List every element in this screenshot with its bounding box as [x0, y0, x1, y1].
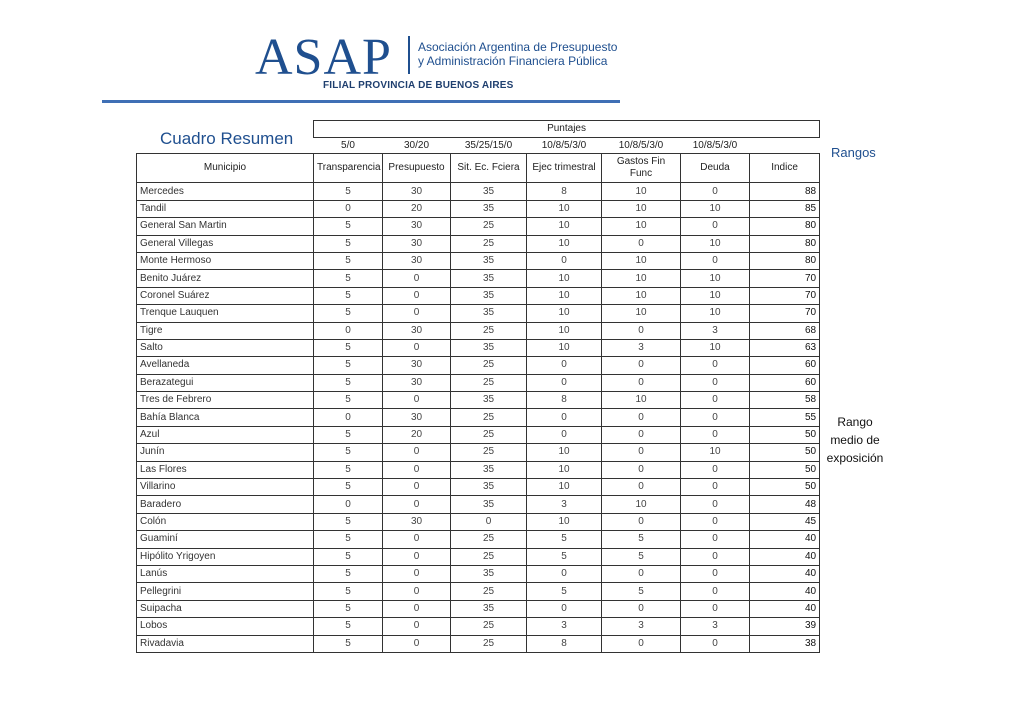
cell-municipio: Tandil [137, 200, 314, 217]
cell-presupuesto: 20 [383, 426, 451, 443]
cell-deuda: 0 [681, 374, 750, 391]
cell-ejec: 10 [527, 339, 602, 356]
cell-transparencia: 0 [314, 496, 383, 513]
cell-presupuesto: 0 [383, 496, 451, 513]
table-row [137, 479, 820, 496]
cell-deuda: 0 [681, 392, 750, 409]
cell-transparencia: 5 [314, 426, 383, 443]
cell-municipio: Tigre [137, 322, 314, 339]
cell-municipio: Rivadavia [137, 635, 314, 652]
col-gastos: Gastos Fin Func [602, 154, 681, 183]
cell-municipio: Lobos [137, 618, 314, 635]
cell-municipio: Bahía Blanca [137, 409, 314, 426]
cell-sit: 35 [451, 461, 527, 478]
rango-medio-label [820, 413, 890, 467]
cell-ejec: 3 [527, 496, 602, 513]
cell-indice: 85 [750, 200, 820, 217]
cell-presupuesto: 20 [383, 200, 451, 217]
cell-presupuesto: 0 [383, 531, 451, 548]
cell-transparencia: 5 [314, 270, 383, 287]
cell-transparencia: 0 [314, 200, 383, 217]
cell-deuda: 0 [681, 426, 750, 443]
cell-municipio: Monte Hermoso [137, 252, 314, 269]
cell-gastos: 0 [602, 322, 681, 339]
cell-deuda: 3 [681, 618, 750, 635]
cell-transparencia: 5 [314, 635, 383, 652]
col-deuda: Deuda [681, 154, 750, 183]
cell-transparencia: 0 [314, 409, 383, 426]
table-row [137, 548, 820, 565]
cell-transparencia: 5 [314, 305, 383, 322]
cell-indice: 48 [750, 496, 820, 513]
cell-sit: 35 [451, 496, 527, 513]
cell-gastos: 10 [602, 252, 681, 269]
cell-gastos: 0 [602, 513, 681, 530]
cell-gastos: 0 [602, 461, 681, 478]
cell-deuda: 10 [681, 444, 750, 461]
cell-municipio: Las Flores [137, 461, 314, 478]
cell-presupuesto: 30 [383, 409, 451, 426]
table-row [137, 426, 820, 443]
cell-presupuesto: 0 [383, 461, 451, 478]
cell-deuda: 10 [681, 305, 750, 322]
table-row [137, 374, 820, 391]
cell-gastos: 10 [602, 305, 681, 322]
rangos-label: Rangos [831, 145, 876, 160]
cell-transparencia: 5 [314, 513, 383, 530]
table-row [137, 200, 820, 217]
cell-gastos: 0 [602, 479, 681, 496]
cell-sit: 25 [451, 583, 527, 600]
col-transparencia: Transparencia [314, 154, 383, 183]
cell-deuda: 10 [681, 287, 750, 304]
cell-municipio: Azul [137, 426, 314, 443]
cell-deuda: 0 [681, 218, 750, 235]
cell-gastos: 10 [602, 270, 681, 287]
weights-row [137, 138, 820, 154]
cell-municipio: Salto [137, 339, 314, 356]
cell-municipio: General Villegas [137, 235, 314, 252]
branch-name: FILIAL PROVINCIA DE BUENOS AIRES [323, 80, 514, 91]
cell-transparencia: 5 [314, 339, 383, 356]
cell-indice: 40 [750, 600, 820, 617]
cell-deuda: 0 [681, 548, 750, 565]
cell-gastos: 10 [602, 287, 681, 304]
table-row [137, 305, 820, 322]
cell-municipio: Guaminí [137, 531, 314, 548]
cell-indice: 50 [750, 461, 820, 478]
cell-sit: 35 [451, 305, 527, 322]
cell-indice: 80 [750, 218, 820, 235]
cell-deuda: 0 [681, 583, 750, 600]
cell-deuda: 0 [681, 357, 750, 374]
table-row [137, 600, 820, 617]
cell-ejec: 8 [527, 183, 602, 200]
cell-indice: 60 [750, 357, 820, 374]
cell-deuda: 0 [681, 496, 750, 513]
cell-indice: 50 [750, 444, 820, 461]
cell-gastos: 0 [602, 374, 681, 391]
cell-transparencia: 5 [314, 461, 383, 478]
cell-ejec: 0 [527, 565, 602, 582]
cell-ejec: 3 [527, 618, 602, 635]
cell-indice: 39 [750, 618, 820, 635]
cell-ejec: 10 [527, 270, 602, 287]
cell-sit: 25 [451, 635, 527, 652]
cell-transparencia: 5 [314, 600, 383, 617]
table-row [137, 444, 820, 461]
cell-indice: 70 [750, 305, 820, 322]
cell-deuda: 0 [681, 479, 750, 496]
cell-transparencia: 5 [314, 618, 383, 635]
cell-sit: 25 [451, 218, 527, 235]
cell-sit: 35 [451, 565, 527, 582]
cell-deuda: 0 [681, 409, 750, 426]
cell-presupuesto: 0 [383, 600, 451, 617]
cell-gastos: 0 [602, 426, 681, 443]
cell-gastos: 0 [602, 565, 681, 582]
cell-gastos: 0 [602, 600, 681, 617]
cell-sit: 35 [451, 200, 527, 217]
cell-sit: 35 [451, 252, 527, 269]
cell-transparencia: 5 [314, 392, 383, 409]
cell-presupuesto: 0 [383, 479, 451, 496]
cell-ejec: 10 [527, 218, 602, 235]
table-row [137, 287, 820, 304]
cell-municipio: Hipólito Yrigoyen [137, 548, 314, 565]
cell-municipio: Tres de Febrero [137, 392, 314, 409]
cell-sit: 35 [451, 287, 527, 304]
cell-municipio: Lanús [137, 565, 314, 582]
org-name-line1: Asociación Argentina de Presupuesto [418, 40, 618, 54]
cell-ejec: 0 [527, 409, 602, 426]
cell-transparencia: 5 [314, 374, 383, 391]
cell-presupuesto: 30 [383, 252, 451, 269]
cell-municipio: Coronel Suárez [137, 287, 314, 304]
cell-sit: 35 [451, 183, 527, 200]
cell-presupuesto: 30 [383, 218, 451, 235]
cell-deuda: 10 [681, 339, 750, 356]
cell-transparencia: 5 [314, 218, 383, 235]
cell-gastos: 10 [602, 200, 681, 217]
cell-municipio: Suipacha [137, 600, 314, 617]
cell-ejec: 5 [527, 548, 602, 565]
cell-sit: 25 [451, 409, 527, 426]
cell-sit: 25 [451, 444, 527, 461]
cell-indice: 88 [750, 183, 820, 200]
cell-gastos: 0 [602, 409, 681, 426]
cell-indice: 70 [750, 270, 820, 287]
cell-transparencia: 5 [314, 565, 383, 582]
cell-sit: 25 [451, 548, 527, 565]
cell-deuda: 10 [681, 200, 750, 217]
weight-gastos: 10/8/5/3/0 [618, 140, 664, 152]
weight-ejec: 10/8/5/3/0 [541, 140, 587, 152]
cell-indice: 58 [750, 392, 820, 409]
cell-ejec: 10 [527, 287, 602, 304]
cell-municipio: Baradero [137, 496, 314, 513]
cell-transparencia: 5 [314, 252, 383, 269]
puntajes-header: Puntajes [314, 121, 820, 138]
cell-ejec: 5 [527, 583, 602, 600]
cell-deuda: 0 [681, 252, 750, 269]
cell-indice: 38 [750, 635, 820, 652]
cell-ejec: 10 [527, 200, 602, 217]
weight-sit: 35/25/15/0 [464, 140, 513, 152]
cell-indice: 45 [750, 513, 820, 530]
rango-line-3: exposición [826, 451, 884, 465]
table-row [137, 339, 820, 356]
page-title: Cuadro Resumen [160, 129, 294, 148]
table-row [137, 496, 820, 513]
table-row [137, 409, 820, 426]
rango-line-2: medio de [830, 433, 880, 447]
table-row [137, 618, 820, 635]
cell-sit: 35 [451, 270, 527, 287]
cell-gastos: 10 [602, 218, 681, 235]
cell-gastos: 0 [602, 444, 681, 461]
cell-municipio: Colón [137, 513, 314, 530]
cell-ejec: 8 [527, 635, 602, 652]
cell-ejec: 0 [527, 357, 602, 374]
cell-presupuesto: 0 [383, 618, 451, 635]
cell-indice: 40 [750, 531, 820, 548]
table-row [137, 565, 820, 582]
rango-line-1: Rango [837, 415, 873, 429]
cell-presupuesto: 30 [383, 322, 451, 339]
cell-presupuesto: 30 [383, 374, 451, 391]
table-row [137, 635, 820, 652]
cell-ejec: 0 [527, 600, 602, 617]
cell-gastos: 3 [602, 339, 681, 356]
cell-transparencia: 5 [314, 444, 383, 461]
table-row [137, 392, 820, 409]
cell-municipio: Trenque Lauquen [137, 305, 314, 322]
cell-sit: 25 [451, 235, 527, 252]
cell-indice: 70 [750, 287, 820, 304]
cell-presupuesto: 0 [383, 392, 451, 409]
cell-municipio: Berazategui [137, 374, 314, 391]
cell-gastos: 5 [602, 531, 681, 548]
cell-sit: 35 [451, 339, 527, 356]
weight-presupuesto: 30/20 [403, 140, 430, 152]
cell-sit: 35 [451, 479, 527, 496]
cell-indice: 40 [750, 548, 820, 565]
cell-deuda: 0 [681, 565, 750, 582]
cell-transparencia: 5 [314, 479, 383, 496]
cell-presupuesto: 0 [383, 444, 451, 461]
cell-transparencia: 5 [314, 287, 383, 304]
col-indice: Indice [750, 154, 820, 183]
weight-transparencia: 5/0 [341, 140, 355, 152]
group-header-row [137, 121, 820, 138]
table-row [137, 270, 820, 287]
cell-ejec: 10 [527, 479, 602, 496]
cell-sit: 25 [451, 322, 527, 339]
table-row [137, 357, 820, 374]
column-header-row [137, 154, 820, 183]
cell-municipio: Villarino [137, 479, 314, 496]
cell-deuda: 0 [681, 183, 750, 200]
logo-divider [408, 36, 410, 74]
cell-deuda: 0 [681, 461, 750, 478]
cell-sit: 25 [451, 618, 527, 635]
cell-ejec: 10 [527, 305, 602, 322]
table-row [137, 583, 820, 600]
cell-presupuesto: 0 [383, 583, 451, 600]
cell-sit: 25 [451, 357, 527, 374]
summary-table [136, 120, 820, 653]
col-sit: Sit. Ec. Fciera [451, 154, 527, 183]
cell-deuda: 0 [681, 635, 750, 652]
cell-gastos: 5 [602, 583, 681, 600]
cell-deuda: 10 [681, 235, 750, 252]
cell-gastos: 5 [602, 548, 681, 565]
cell-deuda: 0 [681, 600, 750, 617]
cell-presupuesto: 30 [383, 513, 451, 530]
cell-municipio: Pellegrini [137, 583, 314, 600]
cell-ejec: 5 [527, 531, 602, 548]
cell-deuda: 0 [681, 513, 750, 530]
asap-logo: ASAP [255, 29, 392, 86]
cell-transparencia: 5 [314, 183, 383, 200]
cell-deuda: 10 [681, 270, 750, 287]
cell-indice: 40 [750, 565, 820, 582]
cell-gastos: 3 [602, 618, 681, 635]
cell-sit: 35 [451, 600, 527, 617]
col-presupuesto: Presupuesto [383, 154, 451, 183]
cell-sit: 0 [451, 513, 527, 530]
cell-sit: 25 [451, 374, 527, 391]
cell-gastos: 10 [602, 183, 681, 200]
table-row [137, 461, 820, 478]
cell-indice: 60 [750, 374, 820, 391]
cell-ejec: 8 [527, 392, 602, 409]
weight-deuda: 10/8/5/3/0 [692, 140, 738, 152]
cell-ejec: 0 [527, 252, 602, 269]
cell-indice: 50 [750, 426, 820, 443]
cell-presupuesto: 30 [383, 183, 451, 200]
cell-transparencia: 5 [314, 548, 383, 565]
cell-indice: 68 [750, 322, 820, 339]
cell-transparencia: 0 [314, 322, 383, 339]
cell-ejec: 10 [527, 444, 602, 461]
cell-presupuesto: 30 [383, 357, 451, 374]
cell-municipio: Benito Juárez [137, 270, 314, 287]
cell-presupuesto: 0 [383, 305, 451, 322]
asap-header [255, 30, 635, 100]
cell-presupuesto: 0 [383, 339, 451, 356]
cell-transparencia: 5 [314, 235, 383, 252]
cell-gastos: 10 [602, 392, 681, 409]
cell-ejec: 10 [527, 461, 602, 478]
cell-municipio: General San Martin [137, 218, 314, 235]
cell-presupuesto: 0 [383, 287, 451, 304]
cell-indice: 80 [750, 235, 820, 252]
cell-presupuesto: 0 [383, 565, 451, 582]
cell-presupuesto: 0 [383, 270, 451, 287]
cell-indice: 55 [750, 409, 820, 426]
cell-gastos: 0 [602, 235, 681, 252]
table-row [137, 322, 820, 339]
table-row [137, 235, 820, 252]
col-ejec: Ejec trimestral [527, 154, 602, 183]
cell-transparencia: 5 [314, 583, 383, 600]
table-row [137, 218, 820, 235]
cell-municipio: Junín [137, 444, 314, 461]
cell-indice: 80 [750, 252, 820, 269]
table-row [137, 531, 820, 548]
cell-gastos: 10 [602, 496, 681, 513]
cell-ejec: 10 [527, 322, 602, 339]
cell-presupuesto: 0 [383, 548, 451, 565]
cell-presupuesto: 30 [383, 235, 451, 252]
cell-sit: 25 [451, 531, 527, 548]
cell-ejec: 10 [527, 513, 602, 530]
cell-indice: 50 [750, 479, 820, 496]
cell-gastos: 0 [602, 357, 681, 374]
col-municipio: Municipio [137, 154, 314, 183]
cell-deuda: 3 [681, 322, 750, 339]
org-name-line2: y Administración Financiera Pública [418, 54, 608, 68]
table-row [137, 252, 820, 269]
cell-gastos: 0 [602, 635, 681, 652]
table-row [137, 513, 820, 530]
table-row [137, 183, 820, 200]
header-divider [102, 100, 620, 103]
cell-sit: 25 [451, 426, 527, 443]
cell-transparencia: 5 [314, 531, 383, 548]
cell-municipio: Mercedes [137, 183, 314, 200]
cell-ejec: 0 [527, 426, 602, 443]
cell-transparencia: 5 [314, 357, 383, 374]
cell-ejec: 0 [527, 374, 602, 391]
cell-sit: 35 [451, 392, 527, 409]
cell-indice: 63 [750, 339, 820, 356]
cell-indice: 40 [750, 583, 820, 600]
cell-deuda: 0 [681, 531, 750, 548]
cell-ejec: 10 [527, 235, 602, 252]
cell-municipio: Avellaneda [137, 357, 314, 374]
cell-presupuesto: 0 [383, 635, 451, 652]
